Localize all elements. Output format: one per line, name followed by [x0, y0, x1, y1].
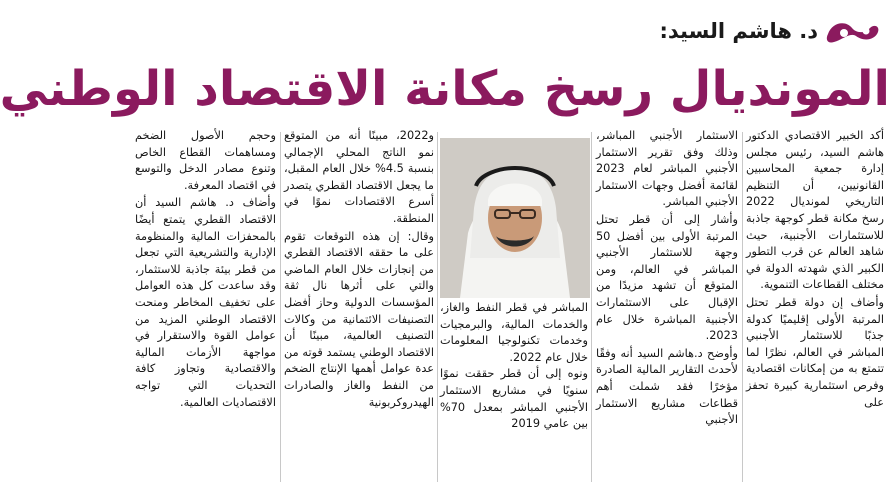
article-column-4	[284, 128, 434, 411]
paragraph: وأضاف د. هاشم السيد أن الاقتصاد القطري يتمتع أيضًا بالمحفزات المالية والمنظومة الإدارية والتشريعية التي تجعل من قطر بيئة جاذبة للاستثمار، وقد ساعدت كل هذه العوامل على تخفيف المخاطر ومنحت الاقتصاد الوطني المزيد من عوامل القوة والاستقرار في مواجهة الأزمات المالية والاقتصادية وتجاوز كافة التحديات التي تواجه الاقتصاديات العالمية.	[135, 196, 276, 409]
headline: المونديال رسخ مكانة الاقتصاد الوطني	[0, 61, 890, 117]
paragraph: المباشر في قطر النفط والغاز، والخدمات المالية، والبرمجيات وخدمات تكنولوجيا المعلومات خلال عام 2022.	[440, 301, 588, 364]
paragraph: أكد الخبير الاقتصادي الدكتور هاشم السيد، رئيس مجلس إدارة جمعية المحاسبين القانونيين، أن التنظيم التاريخي لمونديال 2022 رسخ مكانة قطر كوجهة جاذبة للاستثمارات الأجنبية، حيث شاهد العالم عن قرب التطور الكبير الذي شهدته الدولة في مختلف القطاعات التنموية.	[746, 129, 884, 292]
byline-name: د. هاشم السيد:	[659, 19, 818, 43]
paragraph: وأوضح د.هاشم السيد أنه وفقًا لأحدث التقارير المالية الصادرة مؤخرًا فقد شملت أهم قطاعات مشاريع الاستثمار الأجنبي	[596, 346, 738, 427]
byline	[660, 14, 883, 48]
author-portrait-photo	[440, 138, 590, 298]
purple-swirl-logo-icon	[824, 14, 882, 48]
portrait-illustration	[440, 138, 590, 298]
article-column-5	[135, 128, 276, 411]
column-divider	[280, 132, 281, 482]
article-column-3	[440, 300, 588, 433]
column-divider	[437, 132, 438, 482]
article-column-2	[596, 128, 738, 429]
article-column-1	[746, 128, 884, 411]
paragraph: ونوه إلى أن قطر حققت نموًا سنويًا في مشاريع الاستثمار الأجنبي المباشر بمعدل 70% بين عامي 2019	[440, 367, 588, 431]
column-divider	[591, 132, 592, 482]
paragraph: وأشار إلى أن قطر تحتل المرتبة الأولى بين أفضل 50 وجهة للاستثمار الأجنبي المباشر في العالم، ومن المتوقع أن تشهد مزيدًا من الإقبال على الاستثمارات الأجنبية المباشرة خلال عام 2023.	[596, 212, 738, 343]
paragraph: و2022، مبينًا أنه من المتوقع نمو الناتج المحلي الإجمالي بنسبة 4.5% خلال العام المقبل، ما يجعل الاقتصاد القطري يتصدر أسرع الاقتصادات نموًا في المنطقة.	[284, 129, 434, 225]
paragraph: وقال: إن هذه التوقعات تقوم على ما حققه الاقتصاد القطري من إنجازات خلال العام الماضي والتي على أثرها نال ثقة المؤسسات الدولية وحاز أفضل التصنيفات الائتمانية من وكالات التصنيف العالمية، مبينًا أن الاقتصاد الوطني يستمد قوته من عدة عوامل أهمها الإنتاج الضخم من النفط والغاز والصادرات الهيدروكربونية	[284, 229, 434, 409]
paragraph: وحجم الأصول الضخم ومساهمات القطاع الخاص وتنوع مصادر الدخل والتوسع في اقتصاد المعرفة.	[135, 129, 276, 192]
paragraph: وأضاف إن دولة قطر تحتل المرتبة الأولى إقليميًا كدولة جذبًا للاستثمار الأجنبي المباشر في العالم، نظرًا لما تتمتع به من إمكانات اقتصادية وفرص استثمارية كبيرة تحفز على	[746, 295, 884, 409]
column-divider	[742, 132, 743, 482]
paragraph: الاستثمار الأجنبي المباشر، وذلك وفق تقرير الاستثمار الأجنبي المباشر لعام 2023 لقائمة أفضل وجهات الاستثمار الأجنبي المباشر.	[596, 129, 738, 209]
